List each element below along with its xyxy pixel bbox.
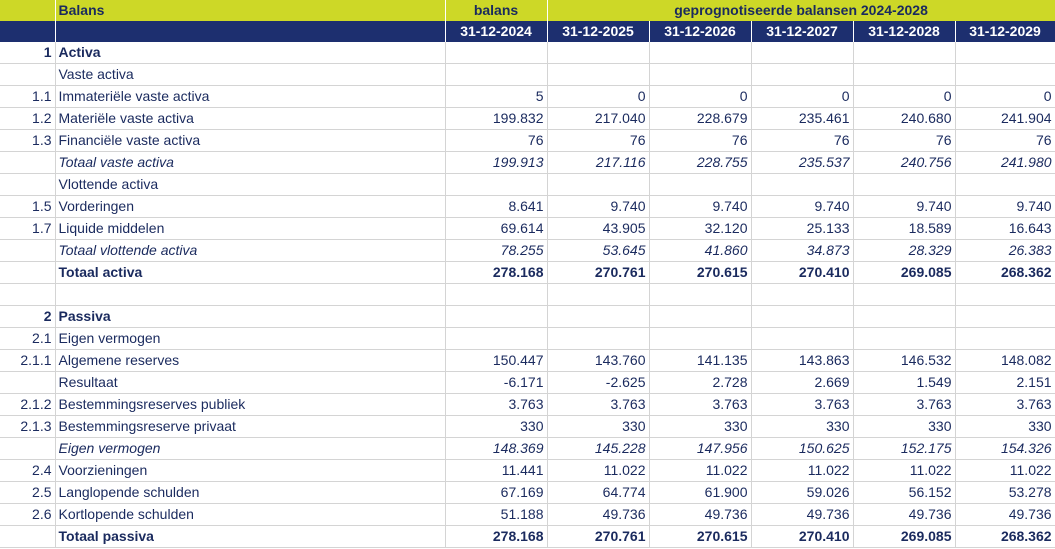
row-label: Voorzieningen (55, 460, 445, 482)
row-value: 217.116 (547, 152, 649, 174)
row-value: 9.740 (955, 196, 1055, 218)
row-label: Totaal activa (55, 262, 445, 284)
header-row (0, 0, 1055, 21)
date-header-empty (55, 21, 445, 42)
row-value: 0 (649, 86, 751, 108)
table-row (0, 284, 1055, 306)
row-label: Bestemmingsreserve privaat (55, 416, 445, 438)
row-value: 268.362 (955, 526, 1055, 548)
row-value (751, 174, 853, 196)
row-label: Vorderingen (55, 196, 445, 218)
row-value: 152.175 (853, 438, 955, 460)
table-row (0, 240, 1055, 262)
row-value: 330 (751, 416, 853, 438)
row-value: 270.761 (547, 526, 649, 548)
date-header-row (0, 21, 1055, 42)
row-value: 3.763 (649, 394, 751, 416)
row-value: 11.022 (547, 460, 649, 482)
row-value: 32.120 (649, 218, 751, 240)
row-label (55, 284, 445, 306)
row-value: 11.022 (955, 460, 1055, 482)
row-code: 2.4 (0, 460, 55, 482)
row-value: 3.763 (853, 394, 955, 416)
row-code (0, 240, 55, 262)
row-value: 9.740 (853, 196, 955, 218)
row-value: 9.740 (751, 196, 853, 218)
row-value: 241.904 (955, 108, 1055, 130)
row-value (649, 174, 751, 196)
row-value: 235.461 (751, 108, 853, 130)
table-title: Balans (55, 0, 445, 21)
row-value: 269.085 (853, 262, 955, 284)
row-value (547, 174, 649, 196)
row-code: 2.5 (0, 482, 55, 504)
row-value: 76 (853, 130, 955, 152)
row-value: 0 (955, 86, 1055, 108)
header-code-cell (0, 0, 55, 21)
row-value: 2.669 (751, 372, 853, 394)
row-value: 240.756 (853, 152, 955, 174)
row-value: 11.022 (853, 460, 955, 482)
row-value: 330 (649, 416, 751, 438)
row-code: 1.5 (0, 196, 55, 218)
row-value: 147.956 (649, 438, 751, 460)
row-value: 11.022 (751, 460, 853, 482)
row-code: 2.1 (0, 328, 55, 350)
row-value: 76 (445, 130, 547, 152)
row-value: 330 (547, 416, 649, 438)
row-label: Liquide middelen (55, 218, 445, 240)
row-value: 270.410 (751, 262, 853, 284)
row-value (445, 42, 547, 64)
row-value: 143.863 (751, 350, 853, 372)
row-value: 49.736 (547, 504, 649, 526)
row-value: 3.763 (547, 394, 649, 416)
table-row (0, 438, 1055, 460)
row-value: 51.188 (445, 504, 547, 526)
row-value: 76 (649, 130, 751, 152)
row-value: 1.549 (853, 372, 955, 394)
row-value: 0 (751, 86, 853, 108)
row-value: 5 (445, 86, 547, 108)
row-value: 49.736 (649, 504, 751, 526)
row-value: 270.615 (649, 526, 751, 548)
row-value: 3.763 (751, 394, 853, 416)
row-value (445, 306, 547, 328)
row-value (955, 42, 1055, 64)
row-label: Algemene reserves (55, 350, 445, 372)
row-value: 270.410 (751, 526, 853, 548)
row-value (853, 284, 955, 306)
row-value: 11.022 (649, 460, 751, 482)
row-value: 150.625 (751, 438, 853, 460)
row-value: 11.441 (445, 460, 547, 482)
table-row (0, 152, 1055, 174)
row-value: 53.645 (547, 240, 649, 262)
row-value (445, 328, 547, 350)
row-value: 78.255 (445, 240, 547, 262)
row-value: 148.369 (445, 438, 547, 460)
date-header-cell: 31-12-2027 (751, 21, 853, 42)
row-value: 148.082 (955, 350, 1055, 372)
row-value: 330 (955, 416, 1055, 438)
row-value: 228.679 (649, 108, 751, 130)
row-label: Immateriële vaste activa (55, 86, 445, 108)
row-value: 49.736 (955, 504, 1055, 526)
row-value: 49.736 (853, 504, 955, 526)
date-header-cell: 31-12-2024 (445, 21, 547, 42)
row-value: 330 (853, 416, 955, 438)
row-value: 269.085 (853, 526, 955, 548)
row-label: Kortlopende schulden (55, 504, 445, 526)
row-value: 235.537 (751, 152, 853, 174)
row-value: 76 (955, 130, 1055, 152)
row-value: 53.278 (955, 482, 1055, 504)
row-value: 199.832 (445, 108, 547, 130)
row-label: Totaal vlottende activa (55, 240, 445, 262)
row-value: 268.362 (955, 262, 1055, 284)
date-header-cell: 31-12-2028 (853, 21, 955, 42)
date-header-cell: 31-12-2026 (649, 21, 751, 42)
row-value (649, 306, 751, 328)
row-value: 2.728 (649, 372, 751, 394)
row-code (0, 152, 55, 174)
row-value: 61.900 (649, 482, 751, 504)
row-label: Passiva (55, 306, 445, 328)
table-row (0, 482, 1055, 504)
row-label: Totaal vaste activa (55, 152, 445, 174)
row-label: Vaste activa (55, 64, 445, 86)
row-value: 8.641 (445, 196, 547, 218)
row-value: 146.532 (853, 350, 955, 372)
table-row (0, 218, 1055, 240)
row-value: 2.151 (955, 372, 1055, 394)
row-label: Eigen vermogen (55, 328, 445, 350)
row-value (751, 284, 853, 306)
table-row (0, 306, 1055, 328)
row-value (751, 64, 853, 86)
row-value (751, 306, 853, 328)
table-row (0, 174, 1055, 196)
row-value (853, 64, 955, 86)
row-value (547, 42, 649, 64)
row-value: 154.326 (955, 438, 1055, 460)
row-value: 64.774 (547, 482, 649, 504)
date-header-empty (0, 21, 55, 42)
table-row (0, 504, 1055, 526)
row-value: 69.614 (445, 218, 547, 240)
row-value: 217.040 (547, 108, 649, 130)
row-value (445, 174, 547, 196)
row-value: 16.643 (955, 218, 1055, 240)
balans-column-header: balans (445, 0, 547, 21)
row-value (751, 328, 853, 350)
row-value: 56.152 (853, 482, 955, 504)
table-row (0, 262, 1055, 284)
row-value: 43.905 (547, 218, 649, 240)
table-row (0, 394, 1055, 416)
row-value (955, 306, 1055, 328)
table-row (0, 328, 1055, 350)
table-row (0, 108, 1055, 130)
table-row (0, 42, 1055, 64)
row-value: 270.615 (649, 262, 751, 284)
row-label: Totaal passiva (55, 526, 445, 548)
table-row (0, 350, 1055, 372)
row-value: 9.740 (547, 196, 649, 218)
row-value: 9.740 (649, 196, 751, 218)
row-value: 67.169 (445, 482, 547, 504)
row-value: 59.026 (751, 482, 853, 504)
table-body (0, 42, 1055, 548)
row-value: 240.680 (853, 108, 955, 130)
row-code (0, 64, 55, 86)
row-value: 330 (445, 416, 547, 438)
row-value (547, 328, 649, 350)
row-value (751, 42, 853, 64)
table-row (0, 416, 1055, 438)
row-value (547, 64, 649, 86)
row-value: 34.873 (751, 240, 853, 262)
row-value (547, 306, 649, 328)
prognose-column-header: geprognotiseerde balansen 2024-2028 (547, 0, 1055, 21)
row-value (955, 64, 1055, 86)
row-value (853, 306, 955, 328)
row-value: 3.763 (445, 394, 547, 416)
row-label: Eigen vermogen (55, 438, 445, 460)
row-value (853, 328, 955, 350)
row-value: 241.980 (955, 152, 1055, 174)
date-header-cell: 31-12-2029 (955, 21, 1055, 42)
row-value (853, 42, 955, 64)
table-row (0, 64, 1055, 86)
row-value: 28.329 (853, 240, 955, 262)
row-value: 143.760 (547, 350, 649, 372)
row-value: 278.168 (445, 262, 547, 284)
row-label: Materiële vaste activa (55, 108, 445, 130)
row-code: 2.1.3 (0, 416, 55, 438)
row-value (445, 284, 547, 306)
row-value (853, 174, 955, 196)
row-value: 141.135 (649, 350, 751, 372)
row-code: 2.6 (0, 504, 55, 526)
table-row (0, 196, 1055, 218)
row-value (955, 284, 1055, 306)
row-value: 145.228 (547, 438, 649, 460)
row-value (955, 174, 1055, 196)
row-code (0, 262, 55, 284)
row-code: 2 (0, 306, 55, 328)
table-row (0, 130, 1055, 152)
row-value: 41.860 (649, 240, 751, 262)
row-label: Langlopende schulden (55, 482, 445, 504)
row-value: 270.761 (547, 262, 649, 284)
row-code: 1.3 (0, 130, 55, 152)
row-value (649, 64, 751, 86)
row-value: 25.133 (751, 218, 853, 240)
row-code: 1.2 (0, 108, 55, 130)
row-value: 76 (547, 130, 649, 152)
row-value: 199.913 (445, 152, 547, 174)
row-code: 2.1.2 (0, 394, 55, 416)
row-code (0, 174, 55, 196)
row-code: 1.7 (0, 218, 55, 240)
table-row (0, 460, 1055, 482)
table-row (0, 372, 1055, 394)
row-value: 26.383 (955, 240, 1055, 262)
row-value: 3.763 (955, 394, 1055, 416)
row-code: 1 (0, 42, 55, 64)
row-value (955, 328, 1055, 350)
row-code (0, 284, 55, 306)
row-label: Resultaat (55, 372, 445, 394)
row-value: 278.168 (445, 526, 547, 548)
row-value: 49.736 (751, 504, 853, 526)
row-value (649, 328, 751, 350)
row-value (547, 284, 649, 306)
date-header-cell: 31-12-2025 (547, 21, 649, 42)
table-row (0, 86, 1055, 108)
row-value: -2.625 (547, 372, 649, 394)
table-row (0, 526, 1055, 548)
row-code (0, 438, 55, 460)
row-value: 76 (751, 130, 853, 152)
row-code: 1.1 (0, 86, 55, 108)
row-label: Financiële vaste activa (55, 130, 445, 152)
row-value: 228.755 (649, 152, 751, 174)
row-code (0, 372, 55, 394)
row-label: Vlottende activa (55, 174, 445, 196)
row-value (649, 284, 751, 306)
row-label: Activa (55, 42, 445, 64)
row-value: 0 (547, 86, 649, 108)
row-label: Bestemmingsreserves publiek (55, 394, 445, 416)
row-value (445, 64, 547, 86)
row-value: -6.171 (445, 372, 547, 394)
row-value (649, 42, 751, 64)
row-code (0, 526, 55, 548)
row-code: 2.1.1 (0, 350, 55, 372)
row-value: 150.447 (445, 350, 547, 372)
row-value: 18.589 (853, 218, 955, 240)
row-value: 0 (853, 86, 955, 108)
